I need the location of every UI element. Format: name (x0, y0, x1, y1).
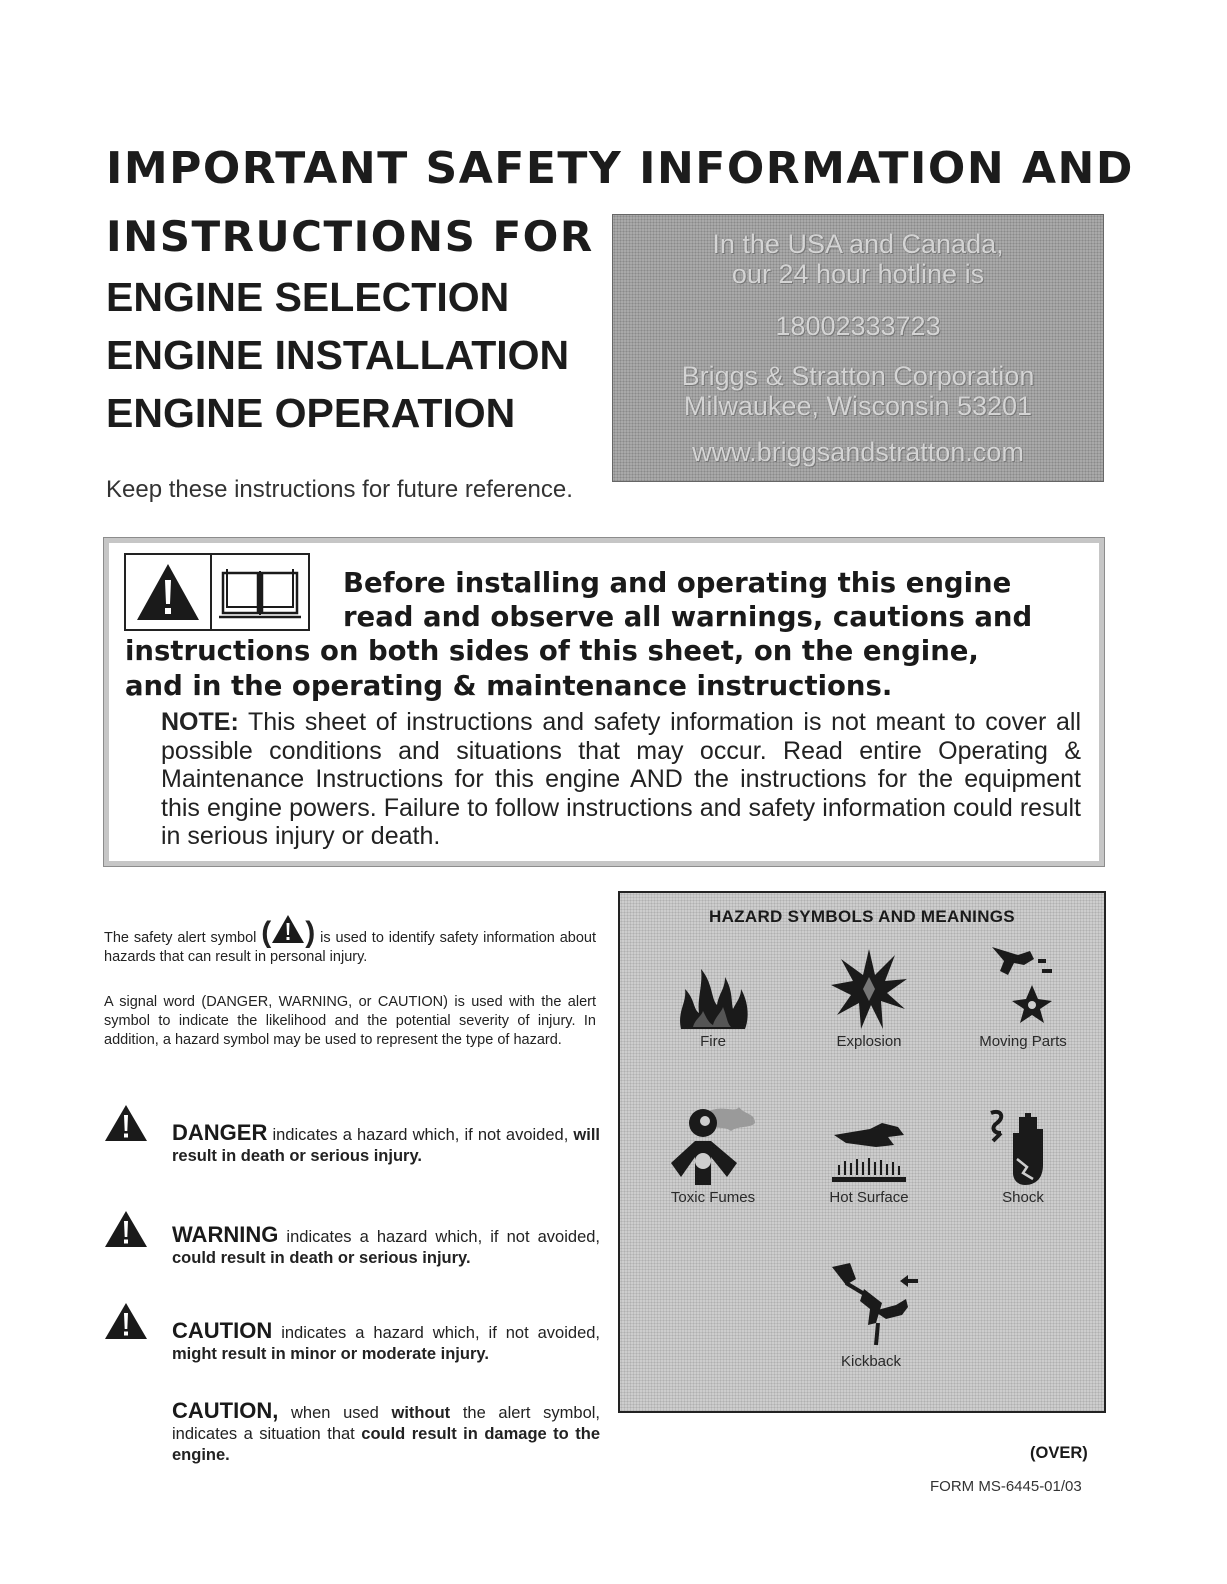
caution-description (172, 1320, 600, 1365)
hotline-box (612, 214, 1104, 482)
paren-close: ) (305, 916, 316, 949)
caution-no-symbol-word: CAUTION, (172, 1398, 279, 1423)
hazard-hot-surface (794, 1115, 944, 1206)
danger-consequence: will result in death or serious injury. (172, 1126, 600, 1165)
note-label: NOTE: (161, 708, 239, 736)
kickback-label: Kickback (840, 1353, 902, 1370)
caution-no-symbol-text-1: when used (290, 1404, 379, 1422)
danger-word: DANGER (172, 1120, 268, 1145)
hazard-panel-title: HAZARD SYMBOLS AND MEANINGS (709, 907, 1015, 926)
warning-note (161, 708, 1081, 851)
hazard-moving-parts (948, 941, 1098, 1050)
warning-heading-line-2: read and observe all warnings, cautions and (343, 601, 1033, 633)
toxic-fumes-label: Toxic Fumes (670, 1189, 756, 1206)
danger-description (172, 1122, 600, 1167)
fire-icon (673, 959, 753, 1031)
hotline-company: Briggs & Stratton Corporation (681, 361, 1035, 391)
danger-text: indicates a hazard which, if not avoided, (272, 1126, 569, 1144)
shock-icon (983, 1103, 1063, 1187)
hazard-shock (948, 1103, 1098, 1206)
title-line-2: INSTRUCTIONS FOR (106, 212, 594, 261)
subtitle-engine-operation: ENGINE OPERATION (106, 390, 516, 436)
hazard-toxic-fumes (638, 1101, 788, 1206)
safety-alert-icon (126, 555, 210, 629)
caution-word: CAUTION (172, 1318, 273, 1343)
shock-label: Shock (1002, 1189, 1044, 1206)
caution-text: indicates a hazard which, if not avoided, (281, 1324, 601, 1342)
safety-alert-intro (104, 914, 596, 967)
inline-alert-icon (271, 914, 305, 944)
moving-parts-icon (978, 941, 1068, 1031)
caution-level (104, 1302, 600, 1362)
caution-no-symbol-text-2: the alert symbol, indicates a situation that (172, 1404, 600, 1443)
caution-no-symbol-consequence: could result in damage to the engine. (172, 1425, 601, 1464)
keep-instructions-note: Keep these instructions for future reference. (106, 476, 573, 503)
danger-alert-icon (104, 1104, 148, 1142)
explosion-icon (829, 945, 909, 1031)
hazard-explosion (794, 945, 944, 1050)
hotline-phone: 18002333723 (775, 311, 941, 341)
title-line-1: IMPORTANT SAFETY INFORMATION AND (106, 143, 1134, 194)
warning-heading-line-1: Before installing and operating this engine (343, 567, 1012, 599)
warning-heading-line-4: and in the operating & maintenance instructions. (125, 670, 893, 702)
form-code: FORM MS-6445-01/03 (930, 1478, 1082, 1495)
alert-intro-after: is used to identify safety information about hazards that can result in personal injury. (104, 930, 596, 965)
warning-level (104, 1210, 600, 1270)
hotline-website: www.briggsandstratton.com (692, 437, 1024, 467)
subtitle-engine-installation: ENGINE INSTALLATION (106, 332, 570, 378)
warning-text: indicates a hazard which, if not avoided, (286, 1228, 601, 1246)
signal-word-explanation: A signal word (DANGER, WARNING, or CAUTION) is used with the alert symbol to indicate the likelihood and the potential severity of injury. In addition, a hazard symbol may be used to represent the type of hazard. (104, 994, 596, 1048)
hot-surface-icon (824, 1115, 914, 1187)
caution-alert-icon (104, 1302, 148, 1340)
caution-consequence: might result in minor or moderate injury. (172, 1345, 489, 1363)
warning-consequence: could result in death or serious injury. (172, 1249, 471, 1267)
warning-icons (124, 553, 310, 631)
over-marker: (OVER) (1030, 1444, 1088, 1462)
hotline-region: In the USA and Canada, (712, 229, 1004, 259)
caution-no-symbol-without: without (391, 1404, 451, 1422)
hot-surface-label: Hot Surface (829, 1189, 909, 1206)
kickback-icon (816, 1259, 926, 1351)
fire-label: Fire (700, 1033, 726, 1050)
moving-parts-label: Moving Parts (979, 1033, 1067, 1050)
danger-level (104, 1104, 600, 1164)
hazard-fire (638, 959, 788, 1050)
subtitle-engine-selection: ENGINE SELECTION (106, 274, 510, 320)
explosion-label: Explosion (836, 1033, 902, 1050)
hotline-intro: our 24 hour hotline is (731, 259, 985, 289)
caution-no-symbol (104, 1400, 600, 1470)
caution-no-symbol-description (172, 1400, 600, 1466)
hotline-address: Milwaukee, Wisconsin 53201 (683, 391, 1033, 421)
read-manual-icon (210, 555, 308, 629)
note-text: This sheet of instructions and safety information is not meant to cover all possible conditions and situations that may occur. Read entire Operating & Maintenance Instructions for this engine AND the instructions for the equipment this engine powers. Failure to follow instructions and safety information could result in serious injury or death. (161, 708, 1082, 850)
warning-word: WARNING (172, 1222, 279, 1247)
warning-alert-icon (104, 1210, 148, 1248)
paren-open: ( (261, 916, 272, 949)
alert-intro-before: The safety alert symbol (104, 930, 257, 946)
hazard-kickback (796, 1259, 946, 1370)
hazard-symbols-panel (618, 891, 1106, 1413)
warning-description (172, 1224, 600, 1269)
warning-box (104, 538, 1104, 866)
toxic-fumes-icon (665, 1101, 761, 1187)
warning-heading-line-3: instructions on both sides of this sheet, on the engine, (125, 635, 979, 667)
